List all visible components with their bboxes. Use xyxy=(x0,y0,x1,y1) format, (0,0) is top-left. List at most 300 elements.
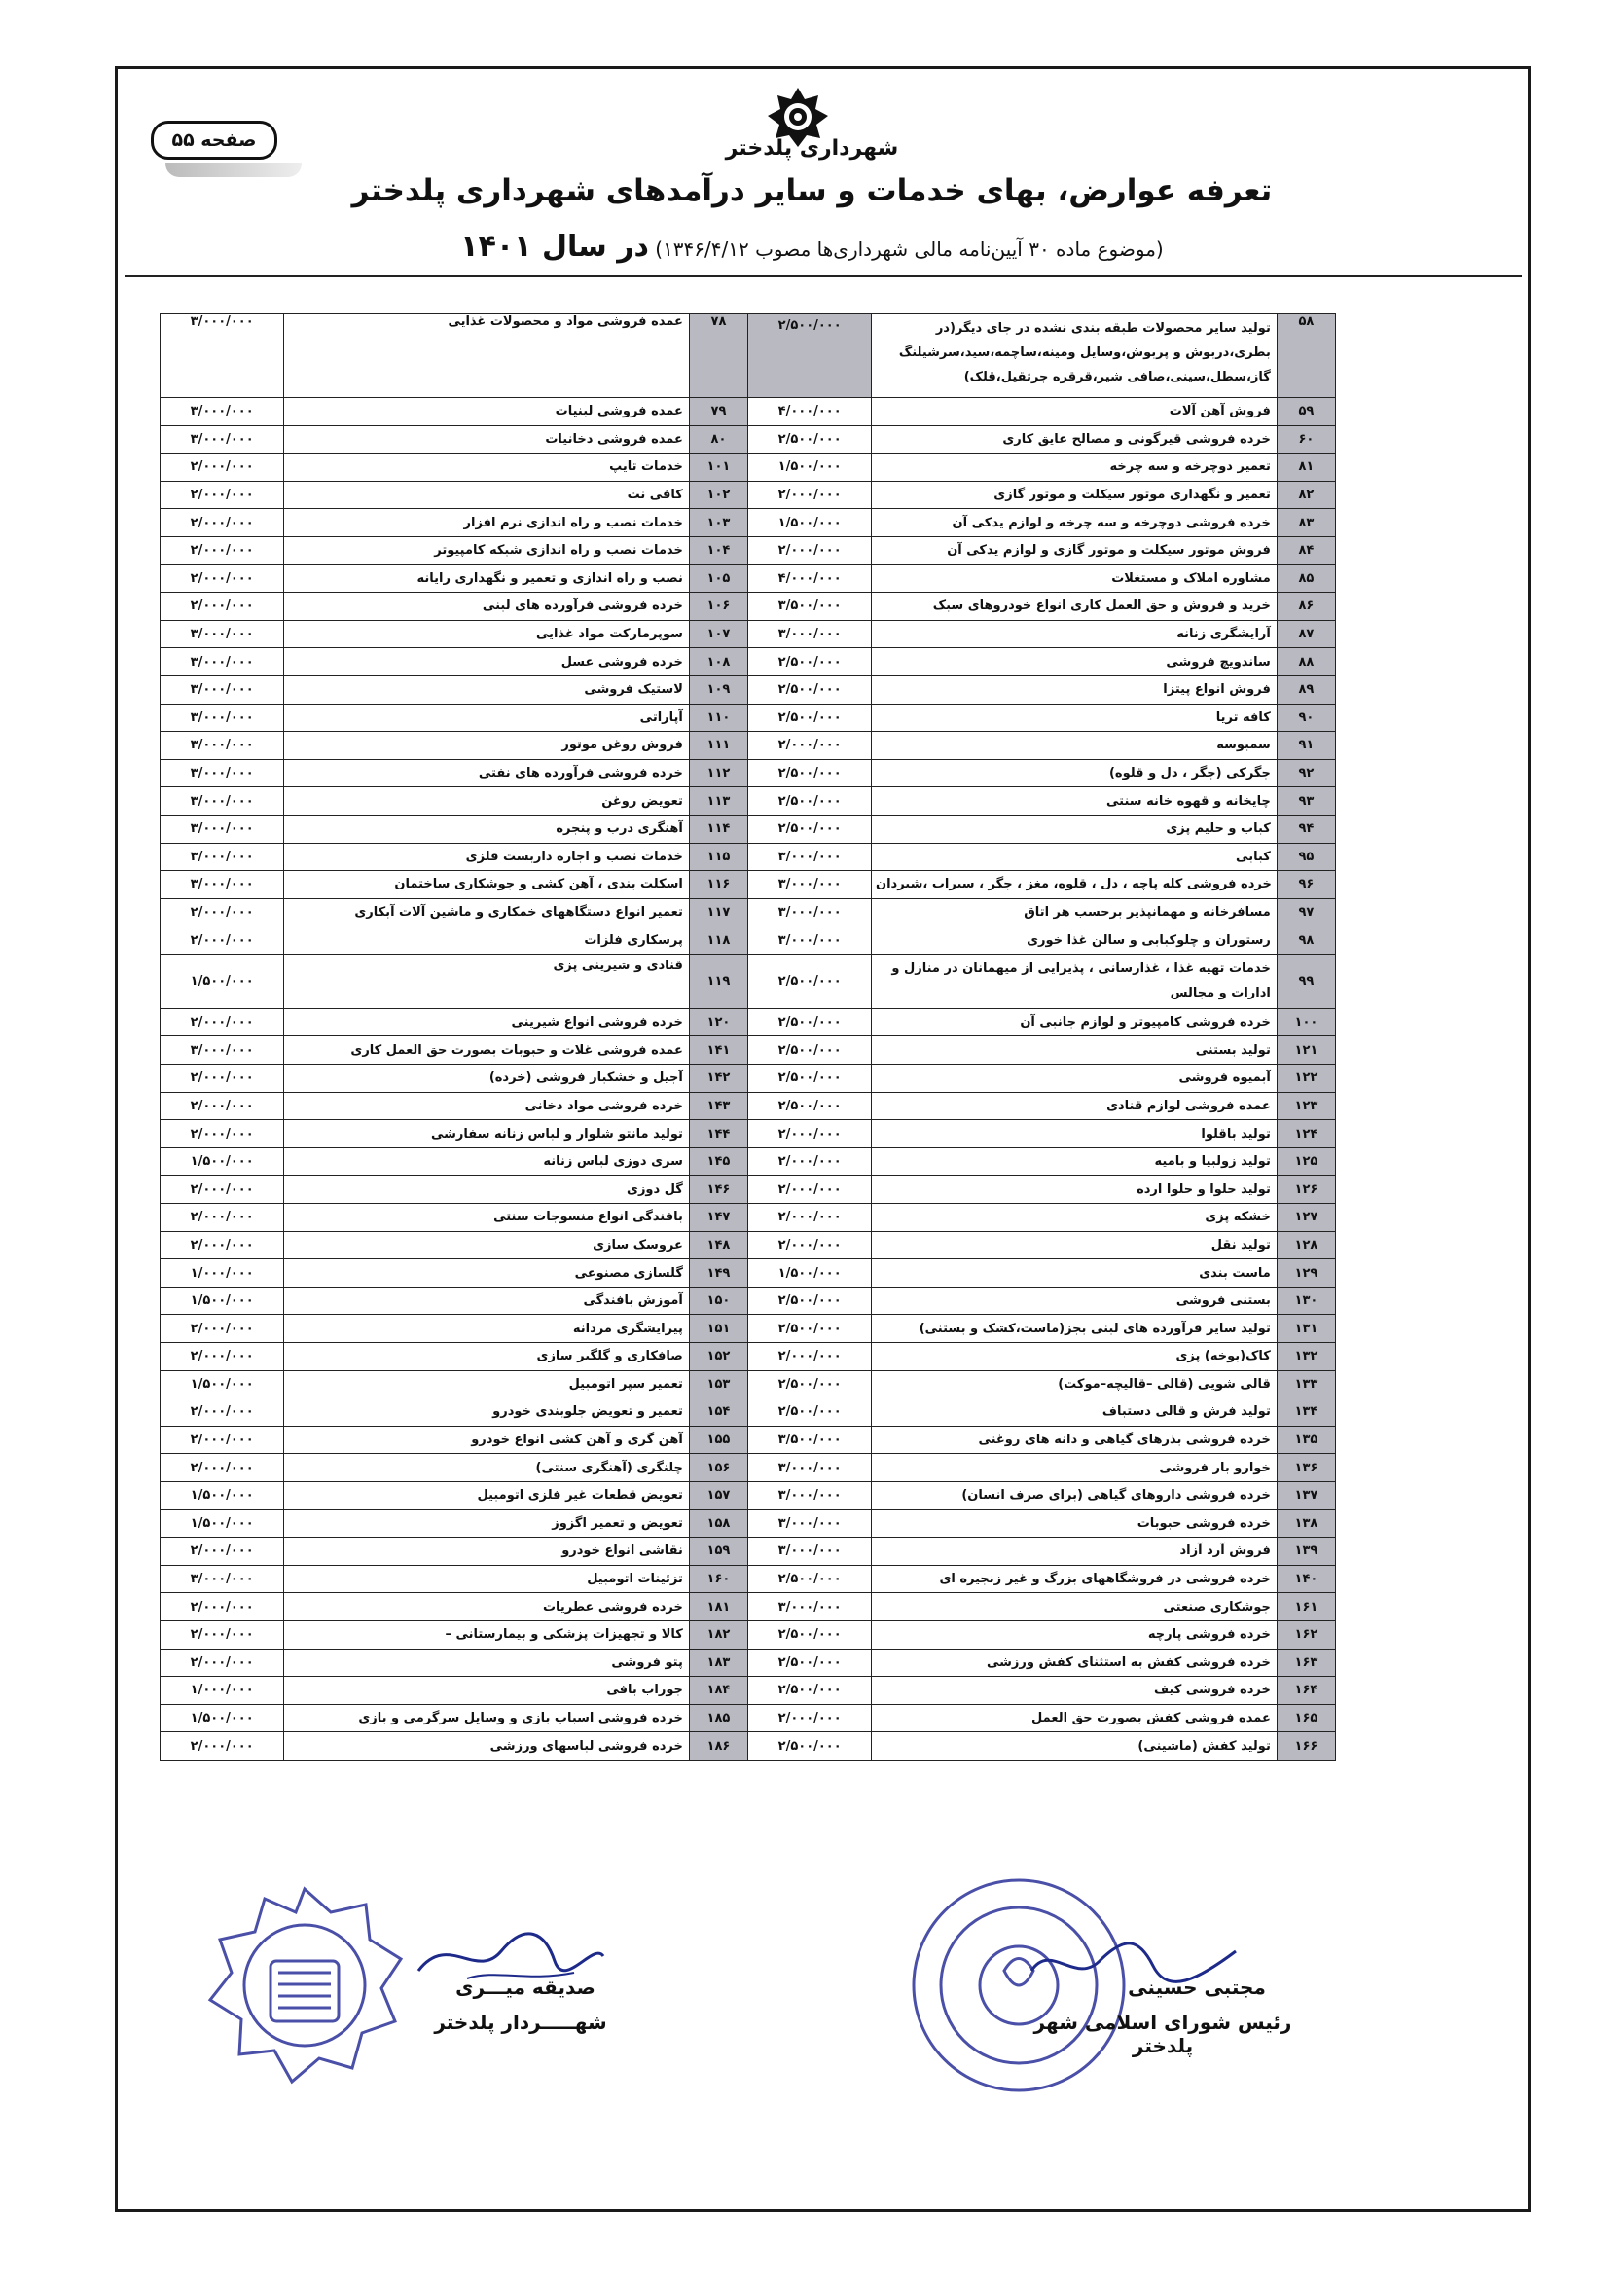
tariff-amount-cell: ۲/۵۰۰/۰۰۰ xyxy=(748,759,872,787)
activity-description-cell: خرده فروشی عسل xyxy=(284,648,690,676)
row-number-cell: ۱۵۵ xyxy=(689,1426,747,1454)
tariff-amount-cell: ۳/۰۰۰/۰۰۰ xyxy=(748,898,872,926)
row-number-cell: ۹۸ xyxy=(1277,926,1335,955)
tariff-amount-cell: ۳/۰۰۰/۰۰۰ xyxy=(161,843,284,871)
tariff-amount-cell: ۳/۰۰۰/۰۰۰ xyxy=(748,1509,872,1538)
tariff-amount-cell: ۲/۰۰۰/۰۰۰ xyxy=(161,593,284,621)
activity-description-cell: خرده فروشی بذرهای گیاهی و دانه های روغنی xyxy=(872,1426,1278,1454)
activity-description-cell: خرده فروشی داروهای گیاهی (برای صرف انسان) xyxy=(872,1481,1278,1509)
tariff-amount-cell: ۲/۰۰۰/۰۰۰ xyxy=(161,1538,284,1566)
tariff-amount-cell: ۳/۰۰۰/۰۰۰ xyxy=(748,843,872,871)
row-number-cell: ۱۵۲ xyxy=(689,1343,747,1371)
activity-description-cell: خرده فروشی کامپیوتر و لوازم جانبی آن xyxy=(872,1008,1278,1036)
activity-description-cell: خرده فروشی کله پاچه ، دل ، قلوه، مغز ، جگر ، سیراب ،شیردان xyxy=(872,871,1278,899)
activity-description-cell: عمده فروشی غلات و حبوبات بصورت حق العمل کاری xyxy=(284,1036,690,1065)
activity-description-cell: آجیل و خشکبار فروشی (خرده) xyxy=(284,1065,690,1093)
tariff-amount-cell: ۳/۰۰۰/۰۰۰ xyxy=(161,425,284,454)
tariff-amount-cell: ۲/۵۰۰/۰۰۰ xyxy=(748,1315,872,1343)
row-number-cell: ۱۲۹ xyxy=(1277,1259,1335,1288)
tariff-amount-cell: ۳/۰۰۰/۰۰۰ xyxy=(748,1481,872,1509)
row-number-cell: ۹۰ xyxy=(1277,704,1335,732)
activity-description-cell: عروسک سازی xyxy=(284,1231,690,1259)
row-number-cell: ۱۲۱ xyxy=(1277,1036,1335,1065)
activity-description-cell: تولید حلوا و حلوا ارده xyxy=(872,1176,1278,1204)
tariff-amount-cell: ۲/۰۰۰/۰۰۰ xyxy=(748,1147,872,1176)
tariff-amount-cell: ۲/۵۰۰/۰۰۰ xyxy=(748,954,872,1008)
row-number-cell: ۱۸۵ xyxy=(689,1704,747,1732)
activity-description-cell: اسکلت بندی ، آهن کشی و جوشکاری ساختمان xyxy=(284,871,690,899)
tariff-amount-cell: ۲/۰۰۰/۰۰۰ xyxy=(161,1649,284,1677)
table-row xyxy=(161,1732,1336,1761)
activity-description-cell: خرده فروشی دوچرخه و سه چرخه و لوازم یدکی آن xyxy=(872,509,1278,537)
row-number-cell: ۱۳۸ xyxy=(1277,1509,1335,1538)
document-subtitle xyxy=(0,230,1624,264)
activity-description-cell: تولید زولبیا و بامیه xyxy=(872,1147,1278,1176)
tariff-amount-cell: ۲/۵۰۰/۰۰۰ xyxy=(748,787,872,816)
activity-description-cell: فروش موتور سیکلت و موتور گازی و لوازم یدکی آن xyxy=(872,536,1278,564)
row-number-cell: ۸۷ xyxy=(1277,620,1335,648)
tariff-amount-cell: ۲/۵۰۰/۰۰۰ xyxy=(748,1732,872,1761)
activity-description-cell: خرده فروشی فرآورده های نفتی xyxy=(284,759,690,787)
tariff-amount-cell: ۲/۰۰۰/۰۰۰ xyxy=(748,1204,872,1232)
row-number-cell: ۵۸ xyxy=(1277,314,1335,398)
tariff-amount-cell: ۲/۰۰۰/۰۰۰ xyxy=(161,1398,284,1427)
activity-description-cell: فروش روغن موتور xyxy=(284,732,690,760)
activity-description-cell: آپاراتی xyxy=(284,704,690,732)
tariff-amount-cell: ۲/۰۰۰/۰۰۰ xyxy=(161,454,284,482)
activity-description-cell: چلنگری (آهنگری سنتی) xyxy=(284,1454,690,1482)
tariff-amount-cell: ۲/۰۰۰/۰۰۰ xyxy=(161,926,284,955)
tariff-amount-cell: ۲/۵۰۰/۰۰۰ xyxy=(748,1398,872,1427)
activity-description-cell: آهن گری و آهن کشی انواع خودرو xyxy=(284,1426,690,1454)
tariff-amount-cell: ۳/۵۰۰/۰۰۰ xyxy=(748,593,872,621)
activity-description-cell: خرده فروشی در فروشگاههای بزرگ و غیر زنجیره ای xyxy=(872,1565,1278,1593)
tariff-amount-cell: ۲/۰۰۰/۰۰۰ xyxy=(748,1120,872,1148)
tariff-amount-cell: ۲/۰۰۰/۰۰۰ xyxy=(161,1593,284,1621)
row-number-cell: ۱۲۳ xyxy=(1277,1092,1335,1120)
table-row xyxy=(161,1370,1336,1398)
council-head-name: مجتبی حسینی xyxy=(1128,1976,1266,1999)
row-number-cell: ۱۲۶ xyxy=(1277,1176,1335,1204)
row-number-cell: ۹۹ xyxy=(1277,954,1335,1008)
tariff-amount-cell: ۲/۵۰۰/۰۰۰ xyxy=(748,704,872,732)
tariff-amount-cell: ۲/۰۰۰/۰۰۰ xyxy=(161,1120,284,1148)
activity-description-cell: رستوران و چلوکبابی و سالن غذا خوری xyxy=(872,926,1278,955)
tariff-amount-cell: ۲/۵۰۰/۰۰۰ xyxy=(748,1008,872,1036)
row-number-cell: ۸۶ xyxy=(1277,593,1335,621)
table-row xyxy=(161,954,1336,1008)
table-row xyxy=(161,1704,1336,1732)
activity-description-cell: قالی شویی (قالی –قالیچه–موکت) xyxy=(872,1370,1278,1398)
table-row xyxy=(161,1677,1336,1705)
table-row xyxy=(161,1036,1336,1065)
row-number-cell: ۸۴ xyxy=(1277,536,1335,564)
tariff-amount-cell: ۳/۰۰۰/۰۰۰ xyxy=(161,732,284,760)
table-row xyxy=(161,648,1336,676)
row-number-cell: ۱۸۲ xyxy=(689,1620,747,1649)
activity-description-cell: تعمیر و تعویض جلوبندی خودرو xyxy=(284,1398,690,1427)
row-number-cell: ۷۹ xyxy=(689,398,747,426)
activity-description-cell: عمده فروشی دخانیات xyxy=(284,425,690,454)
row-number-cell: ۱۶۴ xyxy=(1277,1677,1335,1705)
row-number-cell: ۱۴۰ xyxy=(1277,1565,1335,1593)
mayor-signature-icon xyxy=(409,1922,613,1990)
row-number-cell: ۱۸۶ xyxy=(689,1732,747,1761)
activity-description-cell: ماست بندی xyxy=(872,1259,1278,1288)
activity-description-cell: بستنی فروشی xyxy=(872,1287,1278,1315)
mayor-name: صدیقه میـــری xyxy=(455,1976,595,1999)
tariff-amount-cell: ۲/۵۰۰/۰۰۰ xyxy=(748,1370,872,1398)
row-number-cell: ۱۰۴ xyxy=(689,536,747,564)
activity-description-cell: صافکاری و گلگیر سازی xyxy=(284,1343,690,1371)
activity-description-cell: تعویض و تعمیر اگزوز xyxy=(284,1509,690,1538)
table-row xyxy=(161,1343,1336,1371)
table-row xyxy=(161,1092,1336,1120)
row-number-cell: ۹۵ xyxy=(1277,843,1335,871)
tariff-amount-cell: ۳/۰۰۰/۰۰۰ xyxy=(748,620,872,648)
row-number-cell: ۸۹ xyxy=(1277,675,1335,704)
activity-description-cell: خرده فروشی مواد دخانی xyxy=(284,1092,690,1120)
row-number-cell: ۱۱۹ xyxy=(689,954,747,1008)
activity-description-cell: خرده فروشی انواع شیرینی xyxy=(284,1008,690,1036)
tariff-amount-cell: ۱/۰۰۰/۰۰۰ xyxy=(161,1677,284,1705)
activity-description-cell: تولید نقل xyxy=(872,1231,1278,1259)
activity-description-cell: خرده فروشی اسباب بازی و وسایل سرگرمی و بازی xyxy=(284,1704,690,1732)
activity-description-cell: خرده فروشی قیرگونی و مصالح عایق کاری xyxy=(872,425,1278,454)
table-row xyxy=(161,398,1336,426)
row-number-cell: ۹۱ xyxy=(1277,732,1335,760)
row-number-cell: ۱۰۶ xyxy=(689,593,747,621)
table-row xyxy=(161,1231,1336,1259)
tariff-amount-cell: ۳/۰۰۰/۰۰۰ xyxy=(748,1454,872,1482)
row-number-cell: ۸۲ xyxy=(1277,481,1335,509)
activity-description-cell: قنادی و شیرینی پزی xyxy=(284,954,690,1008)
mayor-title: شهـــــردار پلدختر xyxy=(434,2011,607,2034)
subtitle-year: در سال ۱۴۰۱ xyxy=(460,230,649,264)
tariff-amount-cell: ۲/۰۰۰/۰۰۰ xyxy=(161,1176,284,1204)
table-row xyxy=(161,843,1336,871)
tariff-amount-cell: ۱/۵۰۰/۰۰۰ xyxy=(161,954,284,1008)
row-number-cell: ۱۲۸ xyxy=(1277,1231,1335,1259)
row-number-cell: ۱۰۹ xyxy=(689,675,747,704)
tariff-amount-cell: ۳/۰۰۰/۰۰۰ xyxy=(748,1538,872,1566)
table-row xyxy=(161,1008,1336,1036)
activity-description-cell: کافه تریا xyxy=(872,704,1278,732)
row-number-cell: ۱۳۵ xyxy=(1277,1426,1335,1454)
activity-description-cell: بافندگی انواع منسوجات سنتی xyxy=(284,1204,690,1232)
row-number-cell: ۱۶۱ xyxy=(1277,1593,1335,1621)
tariff-amount-cell: ۲/۰۰۰/۰۰۰ xyxy=(161,1732,284,1761)
table-row xyxy=(161,1315,1336,1343)
table-row xyxy=(161,1454,1336,1482)
tariff-amount-cell: ۲/۵۰۰/۰۰۰ xyxy=(748,1620,872,1649)
row-number-cell: ۱۱۷ xyxy=(689,898,747,926)
activity-description-cell: خشکه پزی xyxy=(872,1204,1278,1232)
row-number-cell: ۱۳۶ xyxy=(1277,1454,1335,1482)
subtitle-reference: (موضوع ماده ۳۰ آیین‌نامه مالی شهرداری‌ها مصوب ۱۳۴۶/۴/۱۲) xyxy=(655,237,1164,261)
row-number-cell: ۱۰۷ xyxy=(689,620,747,648)
tariff-amount-cell: ۱/۵۰۰/۰۰۰ xyxy=(161,1287,284,1315)
council-head-title: رئیس شورای اسلامی شهر پلدختر xyxy=(1033,2011,1292,2057)
table-row xyxy=(161,1287,1336,1315)
tariff-amount-cell: ۲/۰۰۰/۰۰۰ xyxy=(161,1204,284,1232)
tariff-amount-cell: ۲/۵۰۰/۰۰۰ xyxy=(748,1092,872,1120)
tariff-amount-cell: ۲/۰۰۰/۰۰۰ xyxy=(748,481,872,509)
tariff-amount-cell: ۱/۵۰۰/۰۰۰ xyxy=(748,454,872,482)
activity-description-cell: گلسازی مصنوعی xyxy=(284,1259,690,1288)
activity-description-cell: لاستیک فروشی xyxy=(284,675,690,704)
row-number-cell: ۱۵۱ xyxy=(689,1315,747,1343)
tariff-amount-cell: ۲/۰۰۰/۰۰۰ xyxy=(161,1343,284,1371)
tariff-amount-cell: ۱/۵۰۰/۰۰۰ xyxy=(748,509,872,537)
row-number-cell: ۶۰ xyxy=(1277,425,1335,454)
row-number-cell: ۱۶۰ xyxy=(689,1565,747,1593)
row-number-cell: ۱۱۸ xyxy=(689,926,747,955)
row-number-cell: ۹۷ xyxy=(1277,898,1335,926)
table-row xyxy=(161,1176,1336,1204)
row-number-cell: ۱۶۳ xyxy=(1277,1649,1335,1677)
table-row xyxy=(161,1259,1336,1288)
activity-description-cell: آهنگری درب و پنجره xyxy=(284,815,690,843)
activity-description-cell: جوراب بافی xyxy=(284,1677,690,1705)
activity-description-cell: کبابی xyxy=(872,843,1278,871)
table-row xyxy=(161,1481,1336,1509)
table-row xyxy=(161,1565,1336,1593)
table-row xyxy=(161,1649,1336,1677)
row-number-cell: ۱۵۰ xyxy=(689,1287,747,1315)
row-number-cell: ۹۳ xyxy=(1277,787,1335,816)
row-number-cell: ۱۵۹ xyxy=(689,1538,747,1566)
table-row xyxy=(161,454,1336,482)
row-number-cell: ۱۰۰ xyxy=(1277,1008,1335,1036)
row-number-cell: ۱۸۱ xyxy=(689,1593,747,1621)
header-divider xyxy=(125,275,1522,277)
tariff-amount-cell: ۳/۰۰۰/۰۰۰ xyxy=(161,675,284,704)
table-row xyxy=(161,815,1336,843)
org-name: شهرداری پلدختر xyxy=(725,136,899,161)
tariff-amount-cell: ۲/۰۰۰/۰۰۰ xyxy=(161,1454,284,1482)
row-number-cell: ۸۵ xyxy=(1277,564,1335,593)
tariff-amount-cell: ۴/۰۰۰/۰۰۰ xyxy=(748,564,872,593)
tariff-amount-cell: ۲/۵۰۰/۰۰۰ xyxy=(748,1287,872,1315)
row-number-cell: ۱۶۵ xyxy=(1277,1704,1335,1732)
tariff-amount-cell: ۲/۰۰۰/۰۰۰ xyxy=(161,509,284,537)
tariff-amount-cell: ۳/۰۰۰/۰۰۰ xyxy=(161,398,284,426)
table-row xyxy=(161,787,1336,816)
row-number-cell: ۱۴۲ xyxy=(689,1065,747,1093)
row-number-cell: ۱۲۷ xyxy=(1277,1204,1335,1232)
tariff-amount-cell: ۳/۰۰۰/۰۰۰ xyxy=(161,648,284,676)
tariff-amount-cell: ۳/۰۰۰/۰۰۰ xyxy=(161,871,284,899)
row-number-cell: ۱۳۹ xyxy=(1277,1538,1335,1566)
tariff-amount-cell: ۲/۵۰۰/۰۰۰ xyxy=(748,1565,872,1593)
table-row xyxy=(161,871,1336,899)
row-number-cell: ۱۶۲ xyxy=(1277,1620,1335,1649)
activity-description-cell: تعمیر و نگهداری موتور سیکلت و موتور گازی xyxy=(872,481,1278,509)
tariff-amount-cell: ۱/۵۰۰/۰۰۰ xyxy=(161,1147,284,1176)
activity-description-cell: خدمات نصب و اجاره داربست فلزی xyxy=(284,843,690,871)
activity-description-cell: تعویض روغن xyxy=(284,787,690,816)
activity-description-cell: خرده فروشی پارچه xyxy=(872,1620,1278,1649)
row-number-cell: ۹۶ xyxy=(1277,871,1335,899)
activity-description-cell: تعمیر سپر اتومبیل xyxy=(284,1370,690,1398)
row-number-cell: ۱۴۱ xyxy=(689,1036,747,1065)
row-number-cell: ۱۶۶ xyxy=(1277,1732,1335,1761)
row-number-cell: ۱۰۵ xyxy=(689,564,747,593)
activity-description-cell: جگرکی (جگر ، دل و قلوه) xyxy=(872,759,1278,787)
activity-description-cell: خرده فروشی کیف xyxy=(872,1677,1278,1705)
activity-description-cell: سری دوزی لباس زنانه xyxy=(284,1147,690,1176)
row-number-cell: ۱۱۰ xyxy=(689,704,747,732)
activity-description-cell: تولید باقلوا xyxy=(872,1120,1278,1148)
tariff-amount-cell: ۱/۵۰۰/۰۰۰ xyxy=(748,1259,872,1288)
row-number-cell: ۱۴۵ xyxy=(689,1147,747,1176)
activity-description-cell: ساندویچ فروشی xyxy=(872,648,1278,676)
table-row xyxy=(161,675,1336,704)
tariff-amount-cell: ۲/۵۰۰/۰۰۰ xyxy=(748,1677,872,1705)
activity-description-cell: خرده فروشی لباسهای ورزشی xyxy=(284,1732,690,1761)
activity-description-cell: مشاوره املاک و مستغلات xyxy=(872,564,1278,593)
tariff-amount-cell: ۲/۰۰۰/۰۰۰ xyxy=(161,1231,284,1259)
row-number-cell: ۱۵۸ xyxy=(689,1509,747,1538)
tariff-amount-cell: ۲/۰۰۰/۰۰۰ xyxy=(748,1231,872,1259)
activity-description-cell: پرسکاری فلزات xyxy=(284,926,690,955)
activity-description-cell: تعمیر انواع دستگاههای خمکاری و ماشین آلات آبکاری xyxy=(284,898,690,926)
document-title: تعرفه عوارض، بهای خدمات و سایر درآمدهای شهرداری پلدختر xyxy=(351,173,1273,208)
table-row xyxy=(161,1593,1336,1621)
activity-description-cell: چایخانه و قهوه خانه سنتی xyxy=(872,787,1278,816)
table-row xyxy=(161,481,1336,509)
table-row xyxy=(161,536,1336,564)
row-number-cell: ۱۳۰ xyxy=(1277,1287,1335,1315)
table-row xyxy=(161,314,1336,398)
activity-description-cell: آرایشگری زنانه xyxy=(872,620,1278,648)
row-number-cell: ۱۳۴ xyxy=(1277,1398,1335,1427)
row-number-cell: ۱۵۷ xyxy=(689,1481,747,1509)
tariff-amount-cell: ۲/۰۰۰/۰۰۰ xyxy=(161,564,284,593)
tariff-amount-cell: ۱/۵۰۰/۰۰۰ xyxy=(161,1704,284,1732)
tariff-amount-cell: ۴/۰۰۰/۰۰۰ xyxy=(748,398,872,426)
row-number-cell: ۱۱۵ xyxy=(689,843,747,871)
tariff-amount-cell: ۲/۰۰۰/۰۰۰ xyxy=(161,1315,284,1343)
row-number-cell: ۱۱۳ xyxy=(689,787,747,816)
tariff-amount-cell: ۲/۵۰۰/۰۰۰ xyxy=(748,1036,872,1065)
activity-description-cell: عمده فروشی کفش بصورت حق العمل xyxy=(872,1704,1278,1732)
tariff-amount-cell: ۱/۰۰۰/۰۰۰ xyxy=(161,1259,284,1288)
row-number-cell: ۹۴ xyxy=(1277,815,1335,843)
tariff-amount-cell: ۱/۵۰۰/۰۰۰ xyxy=(161,1370,284,1398)
row-number-cell: ۱۴۶ xyxy=(689,1176,747,1204)
tariff-amount-cell: ۱/۵۰۰/۰۰۰ xyxy=(161,1481,284,1509)
row-number-cell: ۱۲۲ xyxy=(1277,1065,1335,1093)
tariff-amount-cell: ۲/۵۰۰/۰۰۰ xyxy=(748,1065,872,1093)
row-number-cell: ۱۴۷ xyxy=(689,1204,747,1232)
tariff-amount-cell: ۲/۰۰۰/۰۰۰ xyxy=(161,1426,284,1454)
row-number-cell: ۸۱ xyxy=(1277,454,1335,482)
row-number-cell: ۱۰۳ xyxy=(689,509,747,537)
tariff-amount-cell: ۳/۰۰۰/۰۰۰ xyxy=(161,704,284,732)
activity-description-cell: عمده فروشی لبنیات xyxy=(284,398,690,426)
table-row xyxy=(161,1509,1336,1538)
activity-description-cell: خرید و فروش و حق العمل کاری انواع خودروهای سبک xyxy=(872,593,1278,621)
table-row xyxy=(161,1538,1336,1566)
activity-description-cell: عمده فروشی لوازم قنادی xyxy=(872,1092,1278,1120)
row-number-cell: ۱۱۴ xyxy=(689,815,747,843)
activity-description-cell: سمبوسه xyxy=(872,732,1278,760)
activity-description-cell: تولید بستنی xyxy=(872,1036,1278,1065)
row-number-cell: ۱۲۰ xyxy=(689,1008,747,1036)
table-row xyxy=(161,620,1336,648)
row-number-cell: ۱۰۱ xyxy=(689,454,747,482)
row-number-cell: ۱۳۲ xyxy=(1277,1343,1335,1371)
tariff-amount-cell: ۲/۰۰۰/۰۰۰ xyxy=(161,1008,284,1036)
tariff-amount-cell: ۳/۰۰۰/۰۰۰ xyxy=(161,314,284,398)
row-number-cell: ۱۱۶ xyxy=(689,871,747,899)
row-number-cell: ۱۱۲ xyxy=(689,759,747,787)
activity-description-cell: مسافرخانه و مهمانپذیر برحسب هر اتاق xyxy=(872,898,1278,926)
row-number-cell: ۱۲۴ xyxy=(1277,1120,1335,1148)
tariff-amount-cell: ۳/۰۰۰/۰۰۰ xyxy=(161,759,284,787)
tariff-amount-cell: ۱/۵۰۰/۰۰۰ xyxy=(161,1509,284,1538)
tariff-amount-cell: ۳/۰۰۰/۰۰۰ xyxy=(161,620,284,648)
activity-description-cell: تولید فرش و قالی دستباف xyxy=(872,1398,1278,1427)
tariff-amount-cell: ۳/۰۰۰/۰۰۰ xyxy=(161,1565,284,1593)
row-number-cell: ۱۲۵ xyxy=(1277,1147,1335,1176)
activity-description-cell: کافی نت xyxy=(284,481,690,509)
row-number-cell: ۸۸ xyxy=(1277,648,1335,676)
tariff-table xyxy=(160,313,1336,1761)
activity-description-cell: فروش انواع پیتزا xyxy=(872,675,1278,704)
row-number-cell: ۷۸ xyxy=(689,314,747,398)
tariff-amount-cell: ۳/۰۰۰/۰۰۰ xyxy=(161,1036,284,1065)
tariff-amount-cell: ۲/۵۰۰/۰۰۰ xyxy=(748,675,872,704)
tariff-amount-cell: ۳/۰۰۰/۰۰۰ xyxy=(748,871,872,899)
row-number-cell: ۱۳۱ xyxy=(1277,1315,1335,1343)
activity-description-cell: تعویض قطعات غیر فلزی اتومبیل xyxy=(284,1481,690,1509)
row-number-cell: ۱۴۸ xyxy=(689,1231,747,1259)
activity-description-cell: خوارو بار فروشی xyxy=(872,1454,1278,1482)
tariff-amount-cell: ۲/۰۰۰/۰۰۰ xyxy=(161,1092,284,1120)
row-number-cell: ۱۵۳ xyxy=(689,1370,747,1398)
activity-description-cell: خدمات نصب و راه اندازی شبکه کامپیوتر xyxy=(284,536,690,564)
tariff-amount-cell: ۳/۰۰۰/۰۰۰ xyxy=(161,815,284,843)
table-row xyxy=(161,704,1336,732)
activity-description-cell: آبمیوه فروشی xyxy=(872,1065,1278,1093)
activity-description-cell: کالا و تجهیزات پزشکی و بیمارستانی – xyxy=(284,1620,690,1649)
table-row xyxy=(161,564,1336,593)
row-number-cell: ۹۲ xyxy=(1277,759,1335,787)
activity-description-cell: فروش آرد آزاد xyxy=(872,1538,1278,1566)
tariff-amount-cell: ۳/۰۰۰/۰۰۰ xyxy=(748,1593,872,1621)
tariff-amount-cell: ۳/۵۰۰/۰۰۰ xyxy=(748,1426,872,1454)
activity-description-cell: پیرایشگری مردانه xyxy=(284,1315,690,1343)
activity-description-cell: تولید سایر فرآورده های لبنی بجز(ماست،کشک و بستنی) xyxy=(872,1315,1278,1343)
activity-description-cell: جوشکاری صنعتی xyxy=(872,1593,1278,1621)
tariff-amount-cell: ۲/۰۰۰/۰۰۰ xyxy=(161,536,284,564)
table-row xyxy=(161,509,1336,537)
row-number-cell: ۱۸۳ xyxy=(689,1649,747,1677)
row-number-cell: ۵۹ xyxy=(1277,398,1335,426)
activity-description-cell: تزئینات اتومبیل xyxy=(284,1565,690,1593)
tariff-amount-cell: ۳/۰۰۰/۰۰۰ xyxy=(748,926,872,955)
row-number-cell: ۱۴۴ xyxy=(689,1120,747,1148)
row-number-cell: ۱۰۸ xyxy=(689,648,747,676)
activity-description-cell: سوپرمارکت مواد غذایی xyxy=(284,620,690,648)
activity-description-cell: نصب و راه اندازی و تعمیر و نگهداری رایانه xyxy=(284,564,690,593)
activity-description-cell: تولید کفش (ماشینی) xyxy=(872,1732,1278,1761)
activity-description-cell: کباب و حلیم پزی xyxy=(872,815,1278,843)
mayor-stamp-icon xyxy=(202,1883,407,2087)
